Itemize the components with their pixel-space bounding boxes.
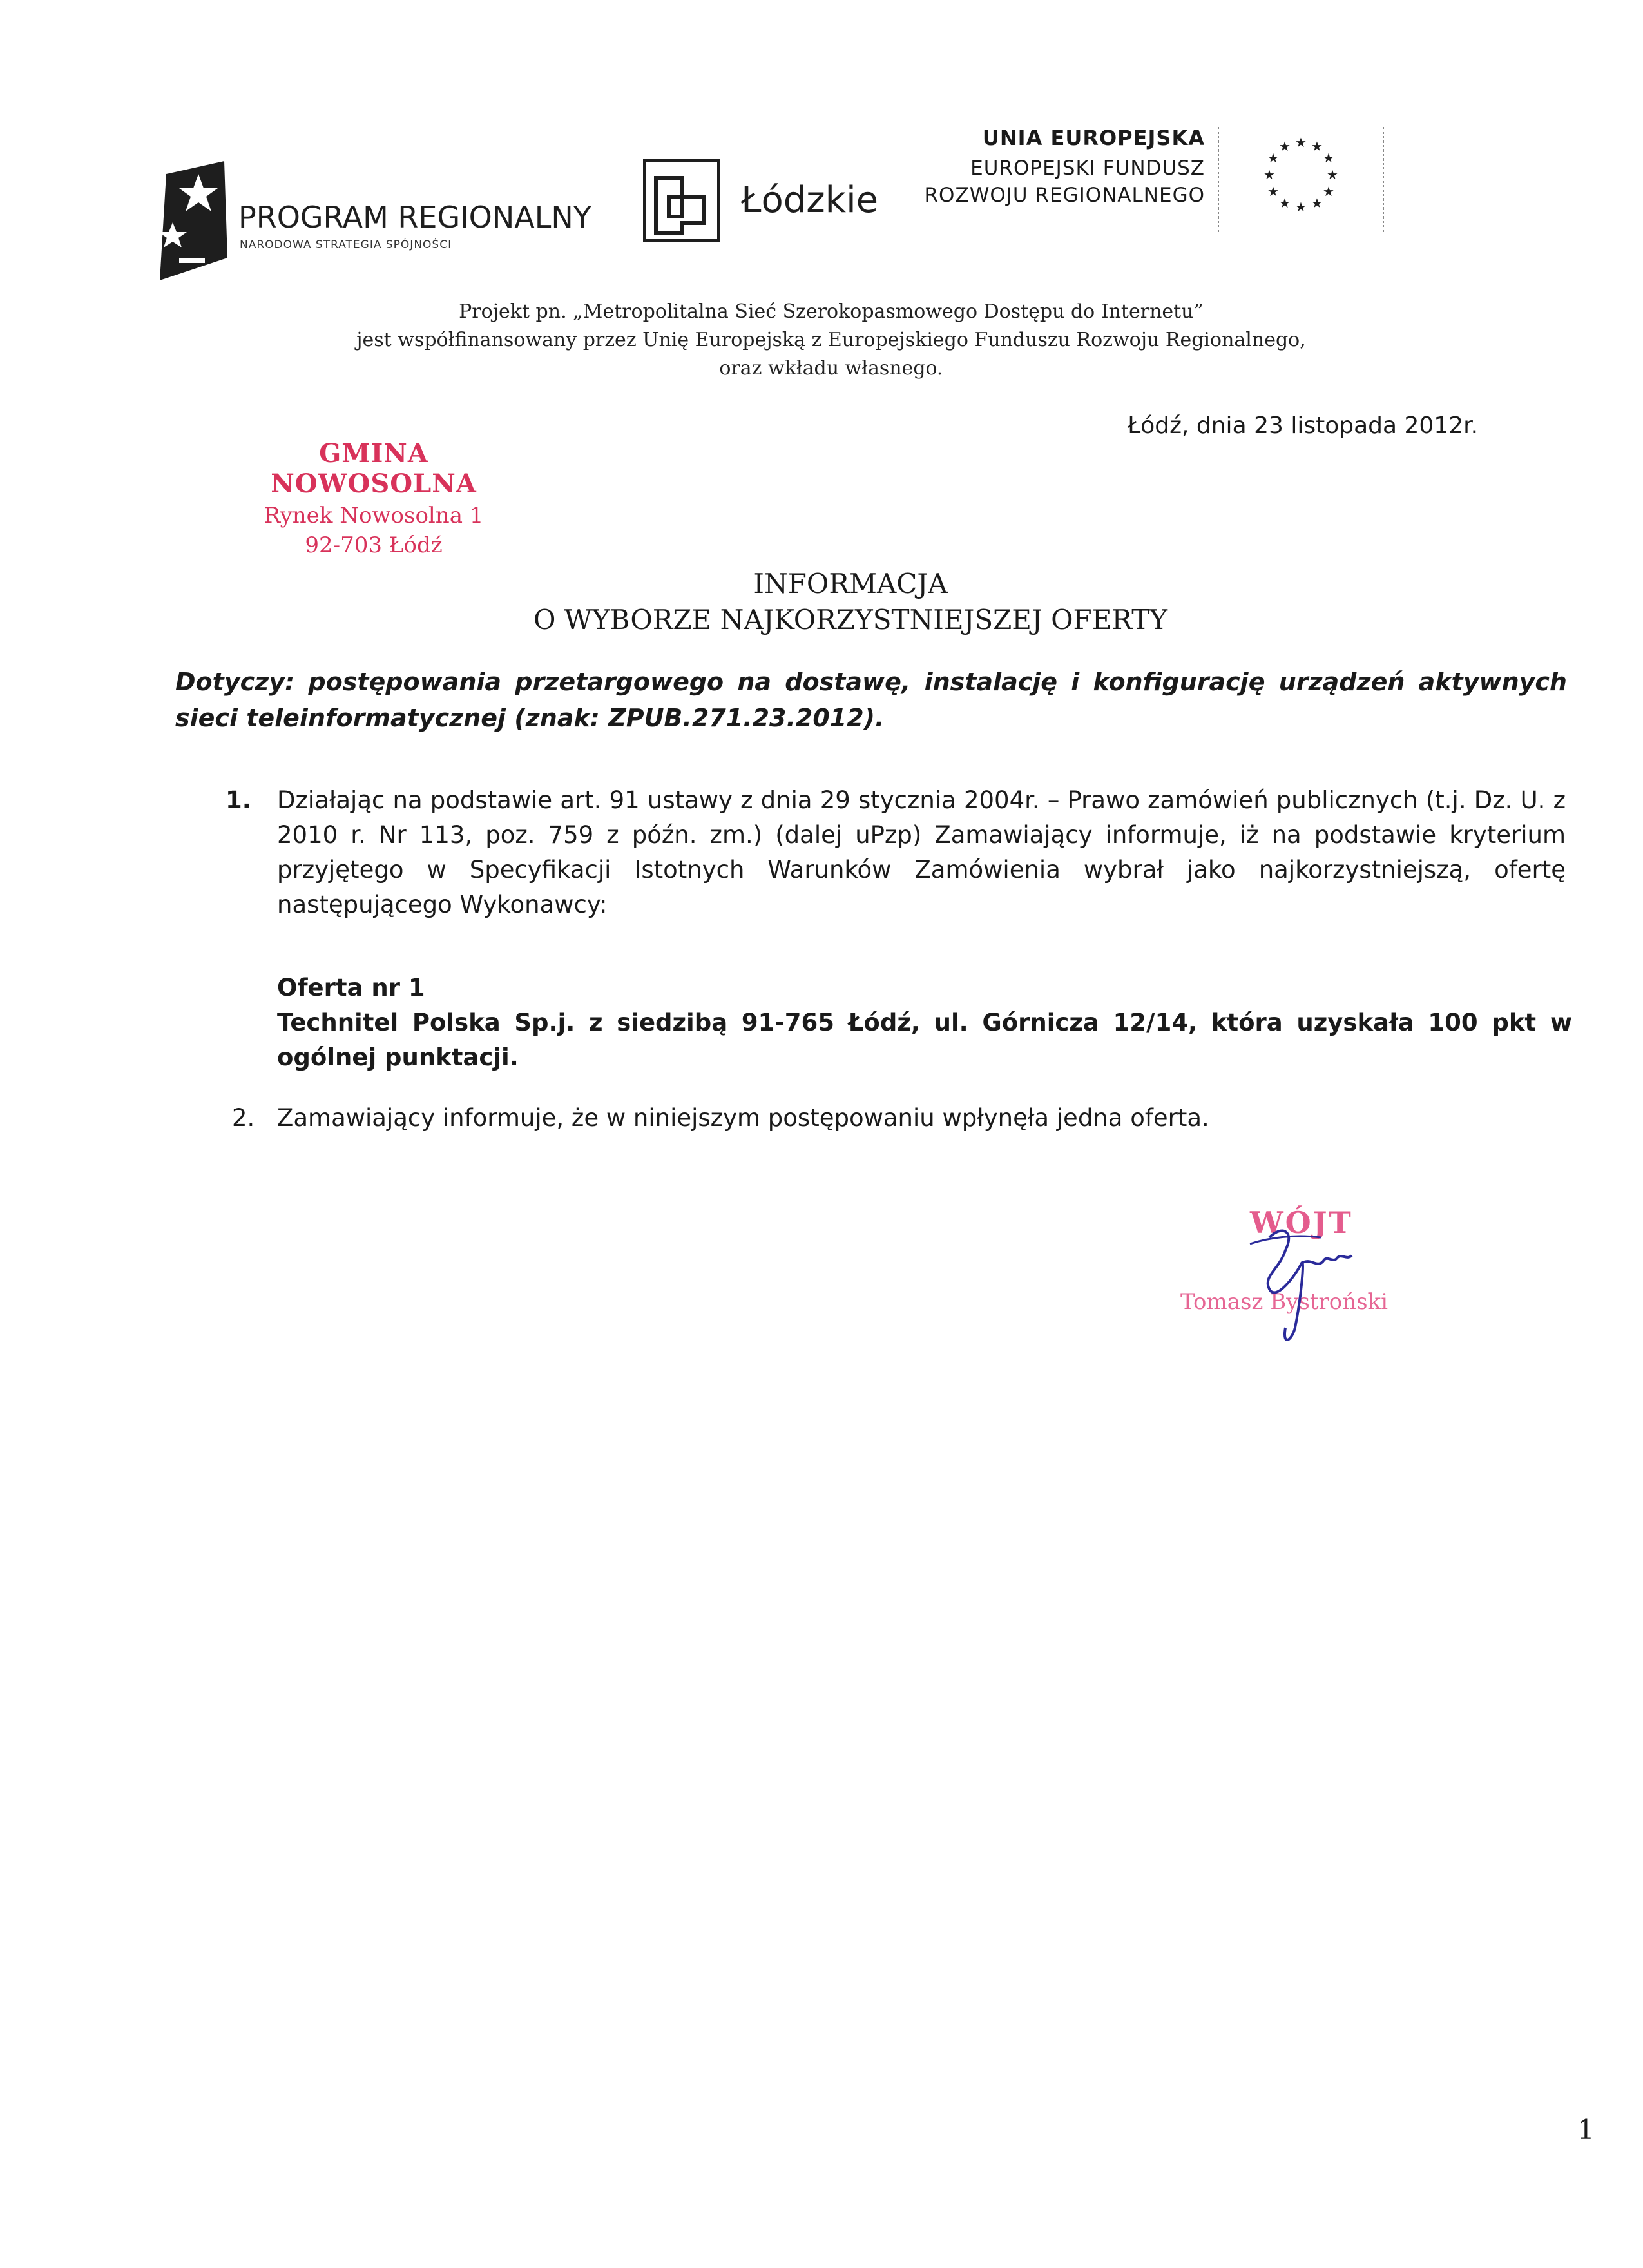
svg-text:★: ★ <box>1263 167 1275 182</box>
offer-details: Technitel Polska Sp.j. z siedzibą 91-765 Łódź, ul. Górnicza 12/14, która uzyskała 100 pkt w ogólnej punktacji. <box>277 1009 1572 1071</box>
svg-text:★: ★ <box>1311 139 1323 154</box>
document-title <box>361 566 1340 638</box>
municipality-stamp <box>213 438 535 558</box>
program-title: PROGRAM REGIONALNY <box>238 200 591 235</box>
title-line-2: O WYBORZE NAJKORZYSTNIEJSZEJ OFERTY <box>533 604 1167 635</box>
eu-line-3: ROZWOJU REGIONALNEGO <box>924 184 1205 207</box>
lodzkie-emblem-icon <box>643 159 720 242</box>
svg-text:★: ★ <box>1327 167 1338 182</box>
stamp-line-1: GMINA NOWOSOLNA <box>271 438 477 499</box>
list-item-text: Zamawiający informuje, że w niniejszym postępowaniu wpłynęła jedna oferta. <box>277 1104 1209 1132</box>
svg-text:★: ★ <box>1323 150 1334 166</box>
list-item-number: 1. <box>226 786 251 814</box>
svg-text:★: ★ <box>1279 195 1291 211</box>
project-line-1: Projekt pn. „Metropolitalna Sieć Szerokopasmowego Dostępu do Internetu” <box>459 300 1204 323</box>
signature-stamp-title: WÓJT <box>1250 1205 1353 1240</box>
offer-label: Oferta nr 1 <box>277 974 425 1002</box>
list-item-text: Działając na podstawie art. 91 ustawy z dnia 29 stycznia 2004r. – Prawo zamówień publicznych (t.j. Dz. U. z 2010 r. Nr 113, poz. 759 z późn. zm.) (dalej uPzp) Zamawiający informuje, iż na podstawie kryterium przyjętego w Specyfikacji Istotnych Warunków Zamówienia wybrał jako najkorzystniejszą, ofertę następującego Wykonawcy: <box>277 786 1566 918</box>
program-regionalny-logo <box>153 155 591 284</box>
document-date: Łódź, dnia 23 listopada 2012r. <box>1128 412 1479 439</box>
signature-block <box>1173 1199 1417 1353</box>
lodzkie-logo <box>643 153 901 250</box>
svg-text:★: ★ <box>1267 150 1279 166</box>
eu-flag-stars-icon <box>1218 126 1384 233</box>
title-line-1: INFORMACJA <box>753 568 948 599</box>
handwritten-signature-icon <box>1173 1199 1417 1353</box>
svg-text:★: ★ <box>1279 139 1291 154</box>
svg-text:★: ★ <box>1311 195 1323 211</box>
subject-paragraph: Dotyczy: postępowania przetargowego na dostawę, instalację i konfigurację urządzeń aktywnych sieci teleinformatycznej (znak: ZPUB.271.23.2012). <box>175 668 1567 732</box>
eu-line-2: EUROPEJSKI FUNDUSZ <box>970 157 1205 180</box>
project-line-3: oraz wkładu własnego. <box>719 357 943 380</box>
region-name: Łódzkie <box>741 179 879 221</box>
svg-text:★: ★ <box>1267 184 1279 199</box>
eu-line-1: UNIA EUROPEJSKA <box>982 126 1205 150</box>
stamp-line-3: 92-703 Łódź <box>305 532 443 558</box>
signature-stamp-name: Tomasz Bystroński <box>1180 1289 1388 1315</box>
program-regionalny-emblem-icon <box>153 161 237 280</box>
selected-offer <box>277 971 1572 1075</box>
project-line-2: jest współfinansowany przez Unię Europejską z Europejskiego Funduszu Rozwoju Regionalnego, <box>356 329 1306 351</box>
svg-text:★: ★ <box>1295 199 1307 215</box>
svg-text:★: ★ <box>1295 135 1307 150</box>
eu-logo <box>915 126 1392 235</box>
stamp-line-2: Rynek Nowosolna 1 <box>264 503 484 528</box>
page-number: 1 <box>1577 2114 1595 2146</box>
project-cofinancing-text <box>309 298 1353 383</box>
program-subtitle: NARODOWA STRATEGIA SPÓJNOŚCI <box>240 238 452 251</box>
list-item-number: 2. <box>232 1104 255 1132</box>
svg-text:★: ★ <box>1323 184 1334 199</box>
